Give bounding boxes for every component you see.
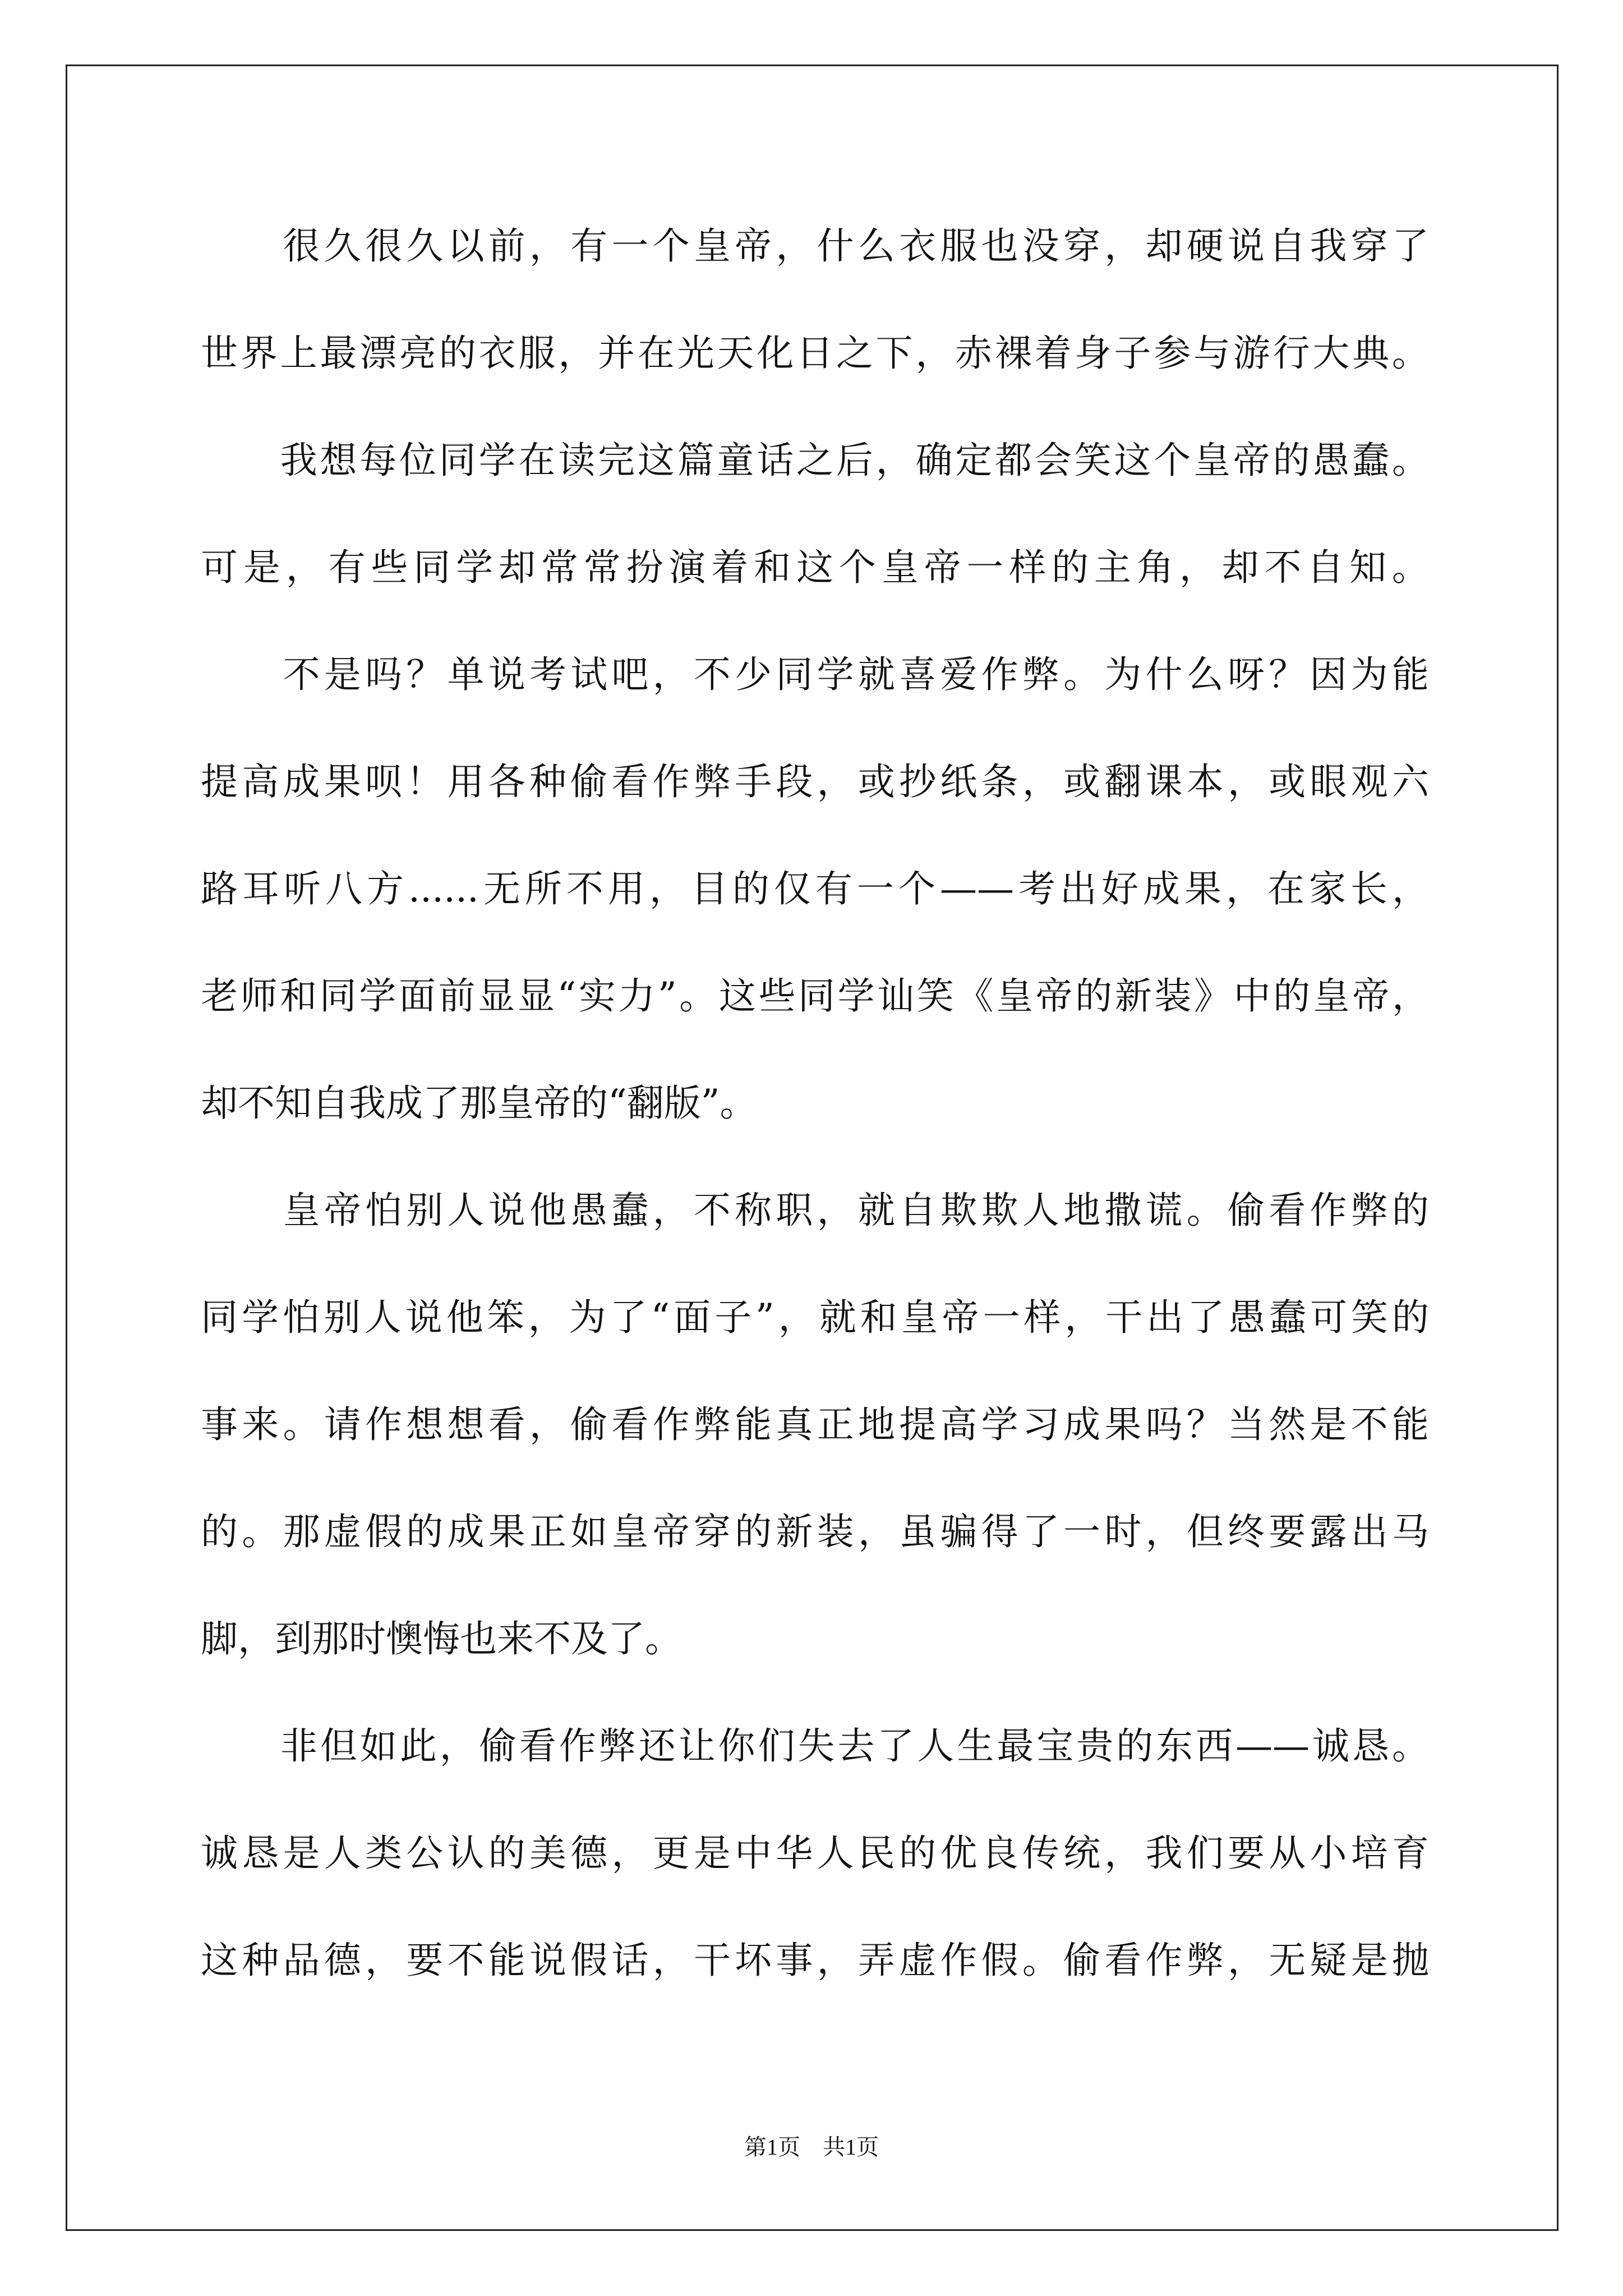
text-line-4: 可是，有些同学却常常扮演着和这个皇帝一样的主角，却不自知。 (201, 546, 1429, 589)
text-line-6: 提高成果呗！用各种偷看作弊手段，或抄纸条，或翻课本，或眼观六 (201, 760, 1429, 803)
page-number: 第1页 共1页 (744, 2134, 879, 2160)
text-line-15: 非但如此，偷看作弊还让你们失去了人生最宝贵的东西——诚恳。 (201, 1724, 1429, 1768)
text-line-13: 的。那虚假的成果正如皇帝穿的新装，虽骗得了一时，但终要露出马 (201, 1510, 1429, 1553)
page-border (66, 65, 1559, 2231)
text-line-1: 很久很久以前，有一个皇帝，什么衣服也没穿，却硬说自我穿了 (201, 224, 1429, 268)
text-line-10: 皇帝怕别人说他愚蠢，不称职，就自欺欺人地撒谎。偷看作弊的 (201, 1189, 1429, 1232)
text-line-2: 世界上最漂亮的衣服，并在光天化日之下，赤裸着身子参与游行大典。 (201, 332, 1429, 375)
text-line-11: 同学怕别人说他笨，为了“面子”，就和皇帝一样，干出了愚蠢可笑的 (201, 1296, 1429, 1339)
text-line-14: 脚，到那时懊悔也来不及了。 (201, 1617, 682, 1660)
text-line-16: 诚恳是人类公认的美德，更是中华人民的优良传统，我们要从小培育 (201, 1832, 1429, 1875)
text-line-5: 不是吗？单说考试吧，不少同学就喜爱作弊。为什么呀？因为能 (201, 653, 1429, 696)
text-line-9: 却不知自我成了那皇帝的“翻版”。 (201, 1082, 757, 1125)
text-line-7: 路耳听八方......无所不用，目的仅有一个——考出好成果，在家长， (201, 867, 1429, 910)
text-line-17: 这种品德，要不能说假话，干坏事，弄虚作假。偷看作弊，无疑是抛 (201, 1939, 1429, 1982)
text-line-8: 老师和同学面前显显“实力”。这些同学讪笑《皇帝的新装》中的皇帝， (201, 974, 1429, 1018)
text-line-3: 我想每位同学在读完这篇童话之后，确定都会笑这个皇帝的愚蠢。 (201, 439, 1429, 482)
text-line-12: 事来。请作想想看，偷看作弊能真正地提高学习成果吗？当然是不能 (201, 1403, 1429, 1446)
